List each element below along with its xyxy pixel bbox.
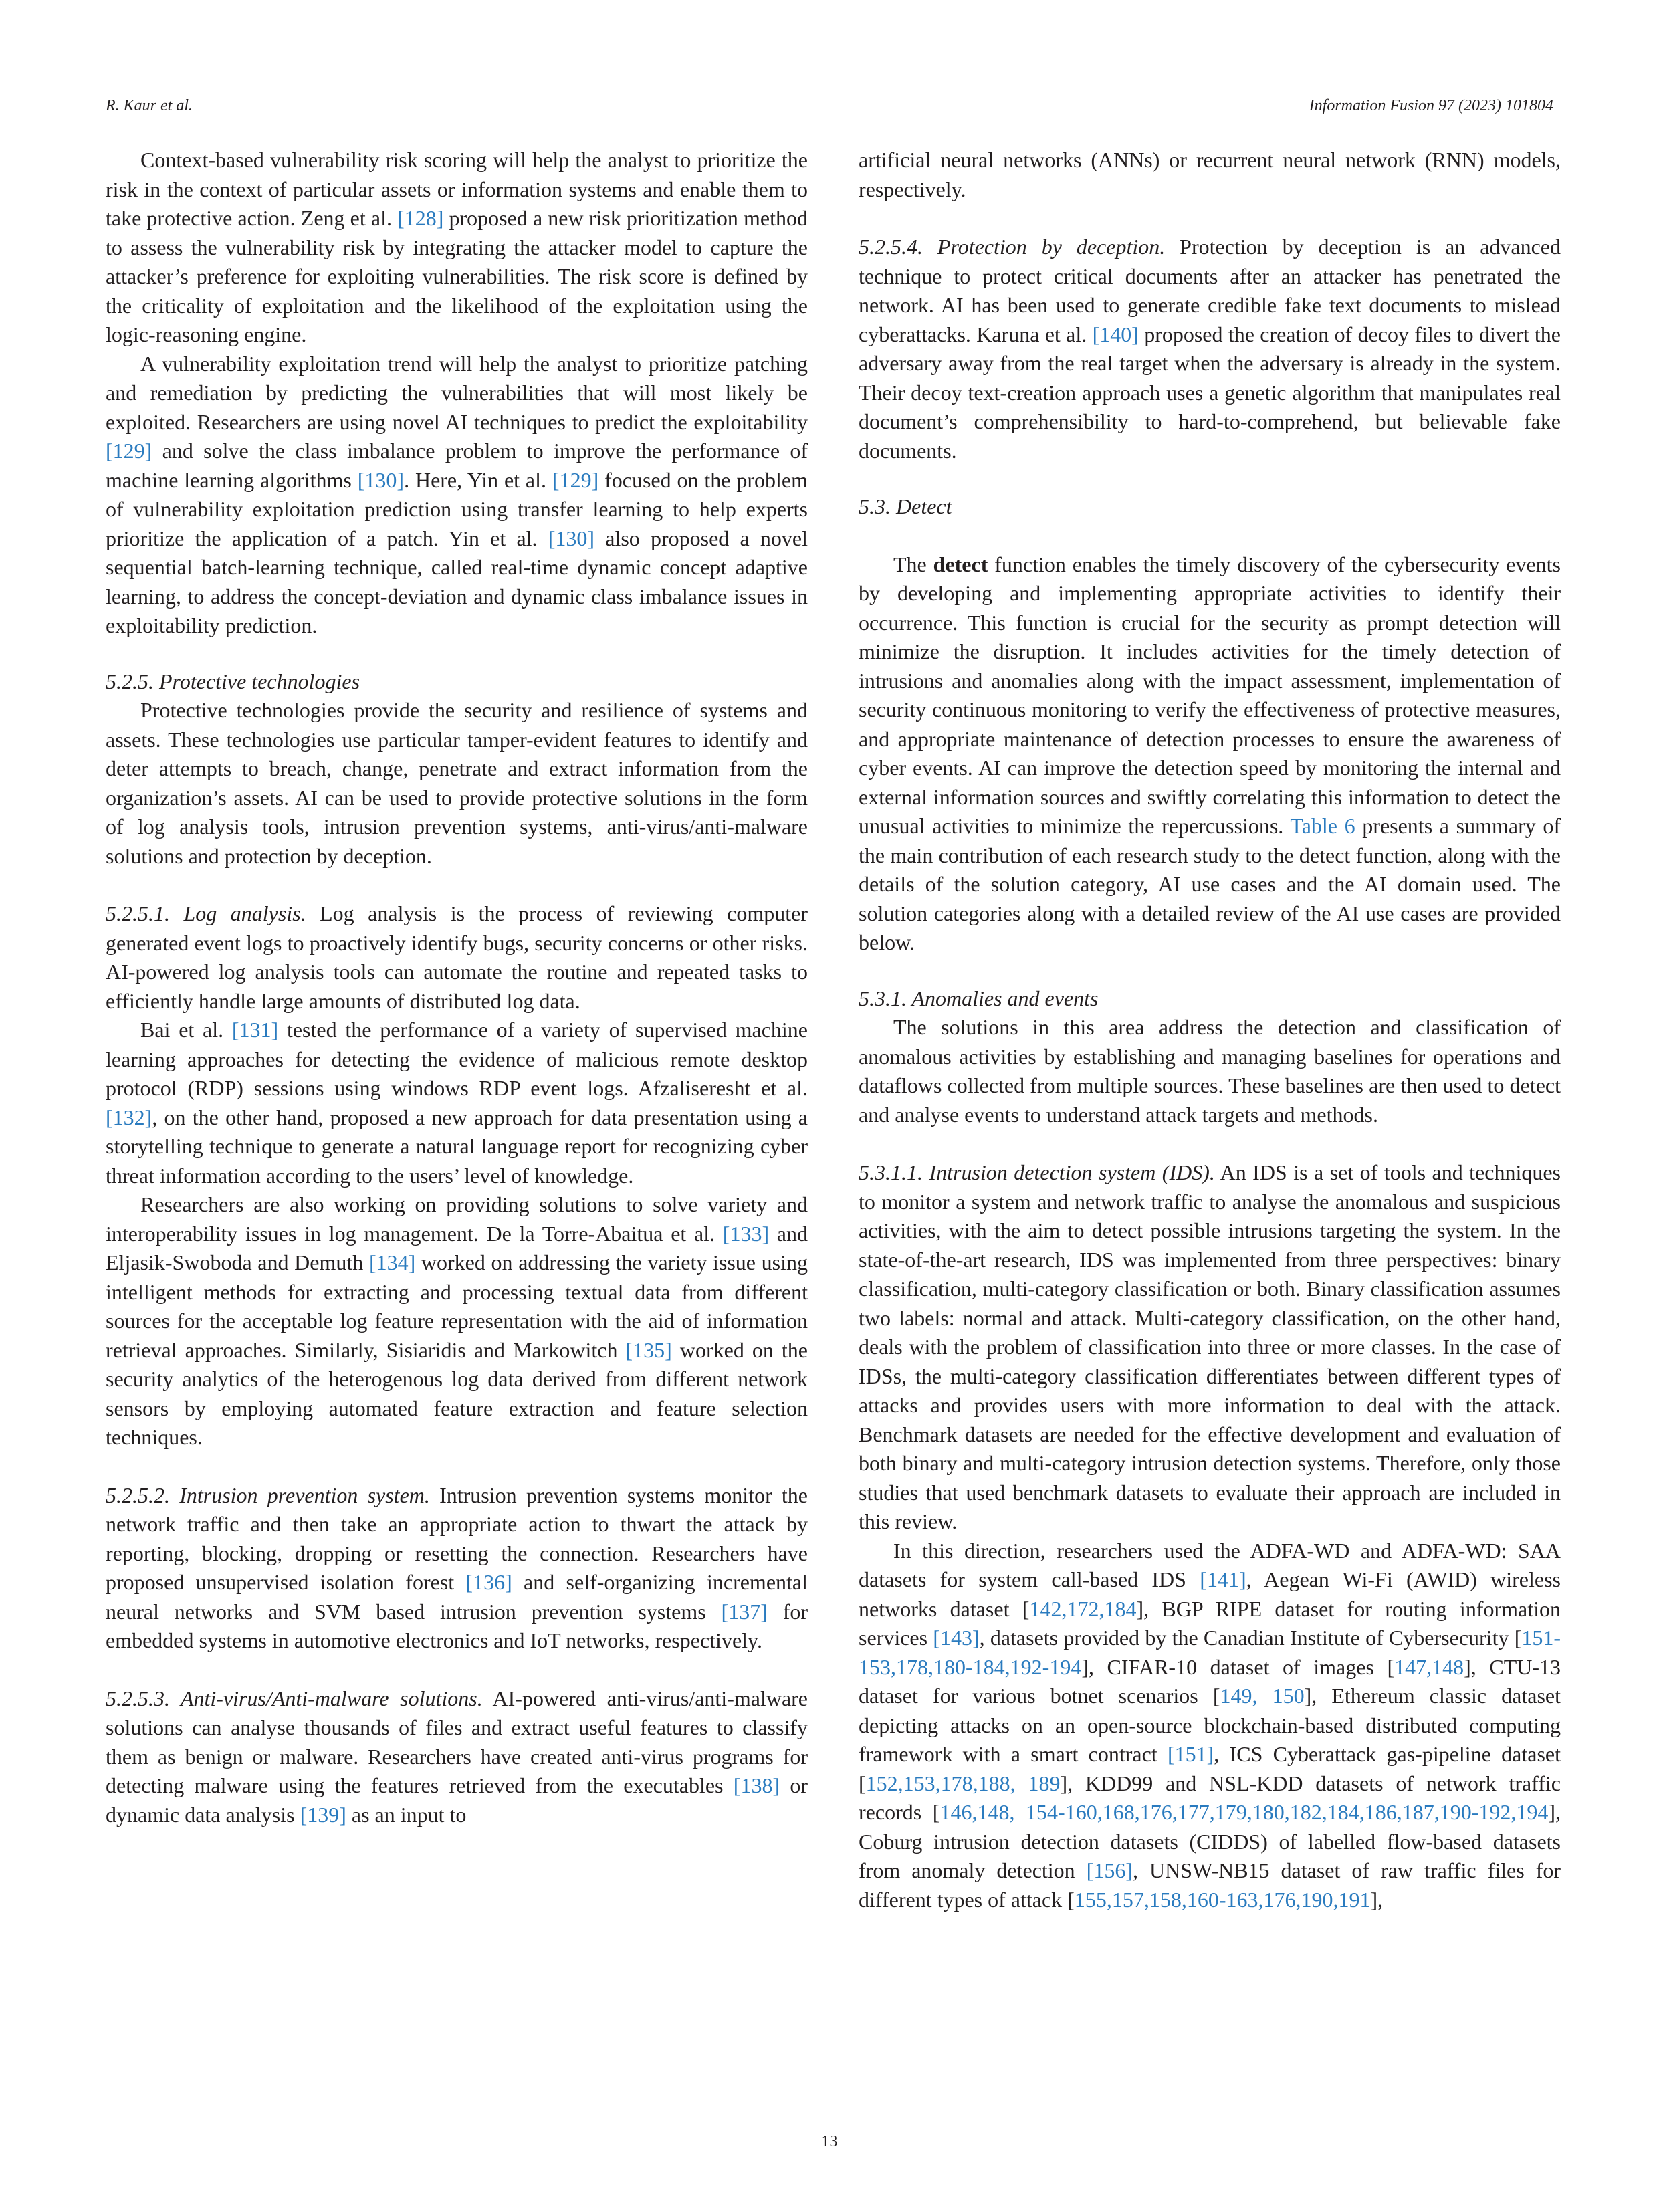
citation-link[interactable]: [139] [300, 1802, 346, 1827]
citation-link[interactable]: [131] [231, 1018, 279, 1042]
citation-link[interactable]: 151-153,178,180-184,192-194 [859, 1626, 1561, 1679]
section-heading: 5.3. Detect [859, 494, 952, 518]
paragraph: artificial neural networks (ANNs) or recurrent neural network (RNN) models, respectively. [859, 148, 1561, 201]
citation-link[interactable]: 152,153,178,188, 189 [865, 1771, 1061, 1795]
paragraph: The detect function enables the timely discovery of the cybersecurity events by developing and implementing appropriate activities to identify their occurrence. This function is crucial for the security as prompt detection will minimize the disruption. It includes activities for the timely detection of intrusions and anomalies along with the impact assessment, implementation of security continuous monitoring to verify the effectiveness of protective measures, and appropriate maintenance of detection processes to ensure the awareness of cyber events. AI can improve the detection speed by monitoring the internal and external information sources and swiftly correlating this information to detect the unusual activities to minimize the repercussions. Table 6 presents a summary of the main contribution of each research study to the detect function, along with the details of the solution category, AI use cases and the AI domain used. The solution categories along with a detailed review of the AI use cases are provided below. [859, 552, 1561, 954]
citation-link[interactable]: [129] [552, 467, 599, 492]
running-header-authors: R. Kaur et al. [106, 97, 193, 114]
paragraph: In this direction, researchers used the ADFA-WD and ADFA-WD: SAA datasets for system call-based IDS [141], Aegean Wi-Fi (AWID) wireless networks dataset [142,172,184], BGP RIPE dataset for routing information services [143], datasets provided by the Canadian Institute of Cybersecurity [151-153,178,180-184,192-194], CIFAR-10 dataset of images [147,148], CTU-13 dataset for various botnet scenarios [149, 150], Ethereum classic dataset depicting attacks on an open-source blockchain-based distributed computing framework with a smart contract [151], ICS Cyberattack gas-pipeline dataset [152,153,178,188, 189], KDD99 and NSL-KDD datasets of network traffic records [146,148, 154-160,168,176,177,179,180,182,184,186,187,190-192,194], Coburg intrusion detection datasets (CIDDS) of labelled flow-based datasets from anomaly detection [156], UNSW-NB15 dataset of raw traffic files for different types of attack [155,157,158,160-163,176,190,191], [859, 1538, 1561, 1912]
paragraph: The solutions in this area address the detection and classification of anomalous activities by establishing and managing baselines for operations and dataflows collected from multiple sources. These baselines are then used to detect and analyse events to understand attack targets and methods. [859, 1015, 1561, 1127]
citation-link[interactable]: [136] [465, 1570, 512, 1594]
citation-link[interactable]: 146,148, 154-160,168,176,177,179,180,182,184,186,187,190-192,194 [939, 1800, 1549, 1824]
paragraph: 5.2.5.3. Anti-virus/Anti-malware solutions. AI-powered anti-virus/anti-malware solutions can analyse thousands of files and extract useful features to classify them as benign or malware. Researchers have created anti-virus programs for detecting malware using the features retrieved from the executables [138] or dynamic data analysis [139] as an input to [106, 1686, 808, 1827]
paragraph: Researchers are also working on providing solutions to solve variety and interoperability issues in log management. De la Torre-Abaitua et al. [133] and Eljasik-Swoboda and Demuth [134] worked on addressing the variety issue using intelligent methods for extracting and processing textual data from different sources for the acceptable log feature representation with the aid of information retrieval approaches. Similarly, Sisiaridis and Markowitch [135] worked on the security analytics of the heterogenous log data derived from different network sensors by employing automated feature extraction and feature selection techniques. [106, 1192, 808, 1449]
subsection-heading: 5.2.5.1. Log analysis. [106, 901, 306, 925]
paragraph: 5.2.5.1. Log analysis. Log analysis is the process of reviewing computer generated event logs to proactively identify bugs, security concerns or other risks. AI-powered log analysis tools can automate the routine and repeated tasks to efficiently handle large amounts of distributed log data. [106, 901, 808, 1013]
citation-link[interactable]: [141] [1200, 1567, 1246, 1591]
subsection-heading: 5.3.1.1. Intrusion detection system (IDS). [859, 1160, 1215, 1184]
paragraph: Context-based vulnerability risk scoring will help the analyst to prioritize the risk in the context of particular assets or information systems and enable them to take protective action. Zeng et al. [128] proposed a new risk prioritization method to assess the vulnerability risk by integrating the attacker model to capture the attacker’s preference for exploiting vulnerabilities. The risk score is defined by the criticality of exploitation and the likelihood of the exploitation using the logic-reasoning engine. [106, 148, 808, 346]
citation-link[interactable]: [132] [106, 1105, 152, 1129]
section-heading: 5.3.1. Anomalies and events [859, 986, 1099, 1010]
citation-link[interactable]: [133] [722, 1221, 770, 1246]
running-header-journal: Information Fusion 97 (2023) 101804 [1309, 97, 1553, 114]
citation-link[interactable]: 149, 150 [1220, 1684, 1305, 1708]
paragraph: A vulnerability exploitation trend will help the analyst to prioritize patching and remediation by predicting the vulnerabilities that will most likely be exploited. Researchers are using novel AI techniques to predict the exploitability [129] and solve the class imbalance problem to improve the performance of machine learning algorithms [130]. Here, Yin et al. [129] focused on the problem of vulnerability exploitation prediction using transfer learning to help experts prioritize the application of a patch. Yin et al. [130] also proposed a novel sequential batch-learning technique, called real-time dynamic concept adaptive learning, to address the concept-deviation and dynamic class imbalance issues in exploitability prediction. [106, 351, 808, 637]
citation-link[interactable]: [128] [397, 206, 444, 230]
table-link[interactable]: Table 6 [1290, 814, 1355, 838]
citation-link[interactable]: 155,157,158,160-163,176,190,191 [1074, 1887, 1371, 1912]
citation-link[interactable]: [130] [548, 526, 595, 550]
citation-link[interactable]: [151] [1167, 1742, 1214, 1766]
citation-link[interactable]: [129] [106, 439, 152, 463]
paragraph: 5.2.5.4. Protection by deception. Protection by deception is an advanced technique to protect critical documents after an attacker has penetrated the network. AI has been used to generate credible fake text documents to mislead cyberattacks. Karuna et al. [140] proposed the creation of decoy files to divert the adversary away from the real target when the adversary is already in the system. Their decoy text-creation approach uses a genetic algorithm that manipulates real document’s comprehensibility to hard-to-comprehend, but believable fake documents. [859, 235, 1561, 463]
citation-link[interactable]: 142,172,184 [1029, 1596, 1137, 1621]
subsection-heading: 5.2.5.3. Anti-virus/Anti-malware solutions. [106, 1686, 483, 1710]
citation-link[interactable]: [140] [1092, 322, 1139, 346]
citation-link[interactable]: [143] [933, 1626, 980, 1650]
citation-link[interactable]: [134] [368, 1250, 416, 1275]
paragraph: Protective technologies provide the security and resilience of systems and assets. These technologies use particular tamper-evident features to identify and deter attempts to breach, change, penetrate and extract information from the organization’s assets. AI can be used to provide protective solutions in the form of log analysis tools, intrusion prevention systems, anti-virus/anti-malware solutions and protection by deception. [106, 698, 808, 868]
paragraph: 5.3.1.1. Intrusion detection system (IDS). An IDS is a set of tools and techniques to monitor a system and network traffic to analyse the anomalous and suspicious activities, with the aim to detect possible intrusions targeting the system. In the state-of-the-art research, IDS was implemented from three perspectives: binary classification, multi-category classification or both. Binary classification assumes two labels: normal and attack. Multi-category classification, on the other hand, deals with the problem of classification into three or more classes. In the case of IDSs, the multi-category classification differentiates between different types of attacks and provides users with more information to deal with the attack. Benchmark datasets are needed for the effective development and evaluation of both binary and multi-category intrusion detection systems. Therefore, only those studies that used benchmark datasets to evaluate their approach are included in this review. [859, 1160, 1561, 1533]
paragraph: Bai et al. [131] tested the performance of a variety of supervised machine learning approaches for detecting the evidence of malicious remote desktop protocol (RDP) sessions using windows RDP event logs. Afzaliseresht et al. [132], on the other hand, proposed a new approach for data presentation using a storytelling technique to generate a natural language report for recognizing cyber threat information according to the users’ level of knowledge. [106, 1018, 808, 1188]
section-heading: 5.2.5. Protective technologies [106, 669, 360, 693]
citation-link[interactable]: [130] [357, 467, 405, 492]
citation-link[interactable]: [156] [1086, 1858, 1133, 1882]
right-column [859, 146, 1561, 1914]
left-column [106, 146, 808, 1830]
citation-link[interactable]: [138] [733, 1773, 780, 1797]
subsection-heading: 5.2.5.2. Intrusion prevention system. [106, 1482, 430, 1507]
subsection-heading: 5.2.5.4. Protection by deception. [859, 235, 1166, 259]
paragraph: 5.2.5.2. Intrusion prevention system. Intrusion prevention systems monitor the network traffic and then take an appropriate action to thwart the attack by reporting, blocking, dropping or resetting the connection. Researchers have proposed unsupervised isolation forest [136] and self-organizing incremental neural networks and SVM based intrusion prevention systems [137] for embedded systems in automotive electronics and IoT networks, respectively. [106, 1482, 808, 1652]
citation-link[interactable]: [137] [721, 1599, 768, 1624]
citation-link[interactable]: [135] [625, 1337, 672, 1362]
citation-link[interactable]: 147,148 [1394, 1654, 1464, 1679]
page-number: 13 [821, 2133, 838, 2150]
